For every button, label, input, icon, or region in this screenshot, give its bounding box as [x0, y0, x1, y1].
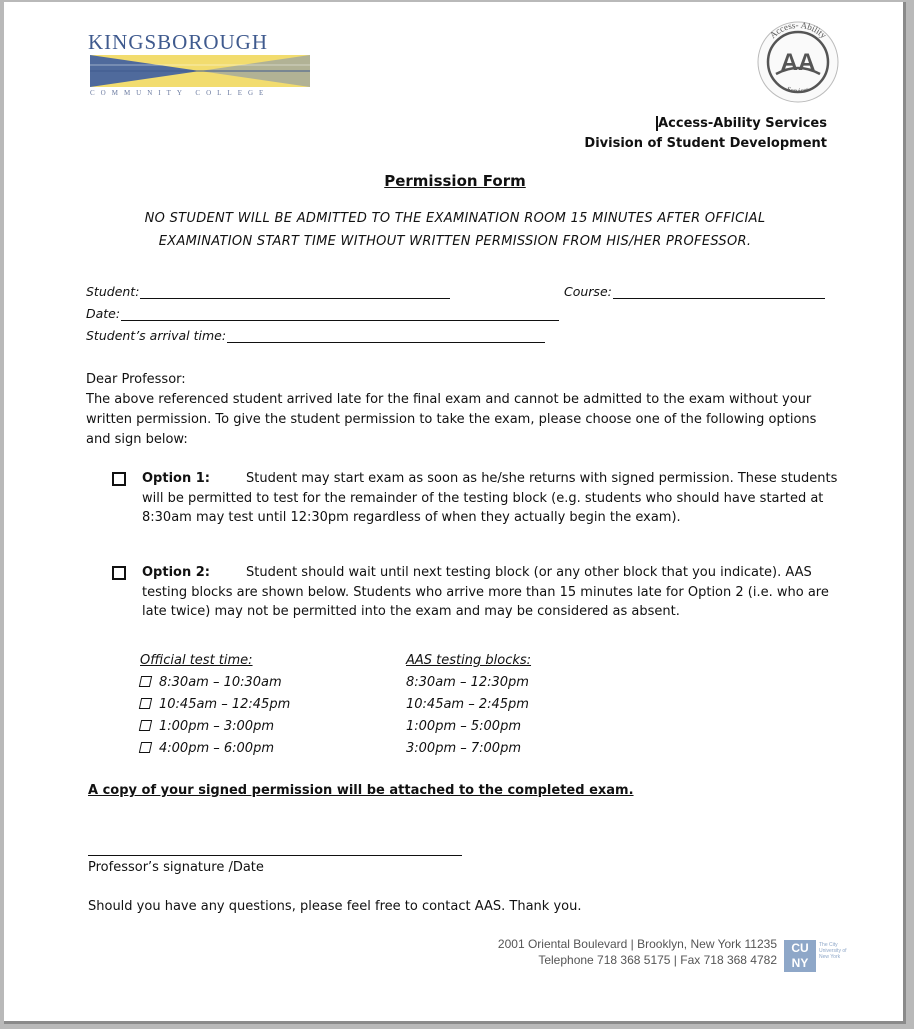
salutation: Dear Professor:: [86, 372, 186, 387]
warning-line-2: EXAMINATION START TIME WITHOUT WRITTEN PERMISSION FROM HIS/HER PROFESSOR.: [158, 234, 752, 249]
footer-phone: Telephone 718 368 5175 | Fax 718 368 4782: [538, 953, 777, 967]
logo-subtitle: COMMUNITY COLLEGE: [90, 89, 270, 97]
signature-label: Professor’s signature /Date: [88, 860, 264, 875]
logo-name: KINGSBOROUGH: [88, 30, 269, 54]
course-blank[interactable]: [613, 284, 825, 299]
official-time: 1:00pm – 3:00pm: [159, 719, 274, 734]
course-label: Course:: [564, 284, 612, 299]
arrival-blank[interactable]: [227, 328, 545, 343]
option-1[interactable]: [112, 469, 842, 549]
intro-paragraph: The above referenced student arrived late for the final exam and cannot be admitted to the exam without your written permission. To give the student permission to take the exam, please choose one of the following options and sign below:: [86, 392, 817, 447]
cuny-letters-bottom: NY: [791, 956, 809, 970]
seal-bottom-text: Services: [785, 85, 811, 96]
aas-blocks-header: AAS testing blocks:: [406, 653, 532, 668]
date-label: Date:: [86, 306, 121, 321]
official-time: 10:45am – 12:45pm: [159, 697, 291, 712]
official-times-header: Official test time:: [140, 653, 253, 668]
aas-block: 8:30am – 12:30pm: [406, 675, 529, 690]
footer-address: [498, 936, 777, 968]
closing-line: Should you have any questions, please feel free to contact AAS. Thank you.: [88, 899, 582, 914]
student-label: Student:: [86, 284, 140, 299]
option-1-text-block: [142, 469, 842, 528]
signature-line[interactable]: [88, 855, 462, 856]
aas-blocks-column: [406, 650, 606, 760]
student-field[interactable]: [86, 284, 450, 299]
official-time-row[interactable]: [140, 716, 340, 738]
aas-block: 1:00pm – 5:00pm: [406, 719, 521, 734]
letter-body: [86, 370, 834, 450]
cuny-letters-top: CU: [791, 941, 809, 955]
access-ability-seal: [750, 16, 846, 108]
seal-top-text: Access- Ability: [767, 19, 829, 41]
kingsborough-logo: [88, 30, 312, 100]
logo-bridge-graphic: [90, 55, 310, 87]
time-checkbox[interactable]: [139, 742, 152, 753]
cuny-logo: [784, 940, 850, 974]
official-time: 8:30am – 10:30am: [159, 675, 282, 690]
footer-street: 2001 Oriental Boulevard | Brooklyn, New York 11235: [497, 937, 777, 951]
official-time: 4:00pm – 6:00pm: [159, 741, 274, 756]
seal-monogram: AA: [780, 49, 816, 76]
option-2-text-block: [142, 563, 842, 622]
date-blank[interactable]: [121, 306, 559, 321]
time-checkbox[interactable]: [139, 676, 152, 687]
division-name: Division of Student Development: [584, 136, 827, 151]
student-blank[interactable]: [140, 284, 450, 299]
form-title: Permission Form: [384, 172, 526, 190]
official-time-row[interactable]: [140, 738, 340, 760]
date-field[interactable]: [86, 306, 559, 321]
official-times-column: [140, 650, 340, 760]
course-field[interactable]: [564, 284, 825, 299]
option-1-text: Student may start exam as soon as he/she returns with signed permission. These students will be permitted to test for the remainder of the testing block (e.g. students who should have started at 8:30am may test until 12:30pm regardless of when they actually begin the exam).: [142, 471, 838, 525]
option-2-checkbox[interactable]: [112, 566, 126, 580]
option-2[interactable]: [112, 563, 842, 643]
option-1-label: Option 1:: [142, 471, 210, 486]
aas-block: 10:45am – 2:45pm: [406, 697, 529, 712]
option-1-checkbox[interactable]: [112, 472, 126, 486]
copy-note: A copy of your signed permission will be attached to the completed exam.: [88, 783, 634, 798]
office-name: Access-Ability Services: [658, 116, 827, 131]
warning-notice: [64, 207, 846, 253]
time-checkbox[interactable]: [139, 720, 152, 731]
option-2-label: Option 2:: [142, 565, 210, 580]
option-2-text: Student should wait until next testing block (or any other block that you indicate). AAS testing blocks are shown below. Students who arrive more than 15 minutes late for Option 2 (i.e. who are late twice) may not be permitted into the exam and may be considered as absent.: [142, 565, 829, 619]
arrival-field[interactable]: [86, 328, 545, 343]
warning-line-1: NO STUDENT WILL BE ADMITTED TO THE EXAMINATION ROOM 15 MINUTES AFTER OFFICIAL: [144, 211, 766, 226]
office-header: [584, 114, 827, 154]
arrival-label: Student’s arrival time:: [86, 328, 227, 343]
cuny-mark: [784, 940, 816, 972]
aas-block: 3:00pm – 7:00pm: [406, 741, 521, 756]
time-checkbox[interactable]: [139, 698, 152, 709]
document-page: [4, 2, 906, 1024]
cuny-text: The City University of New York: [819, 942, 847, 960]
official-time-row[interactable]: [140, 672, 340, 694]
official-time-row[interactable]: [140, 694, 340, 716]
